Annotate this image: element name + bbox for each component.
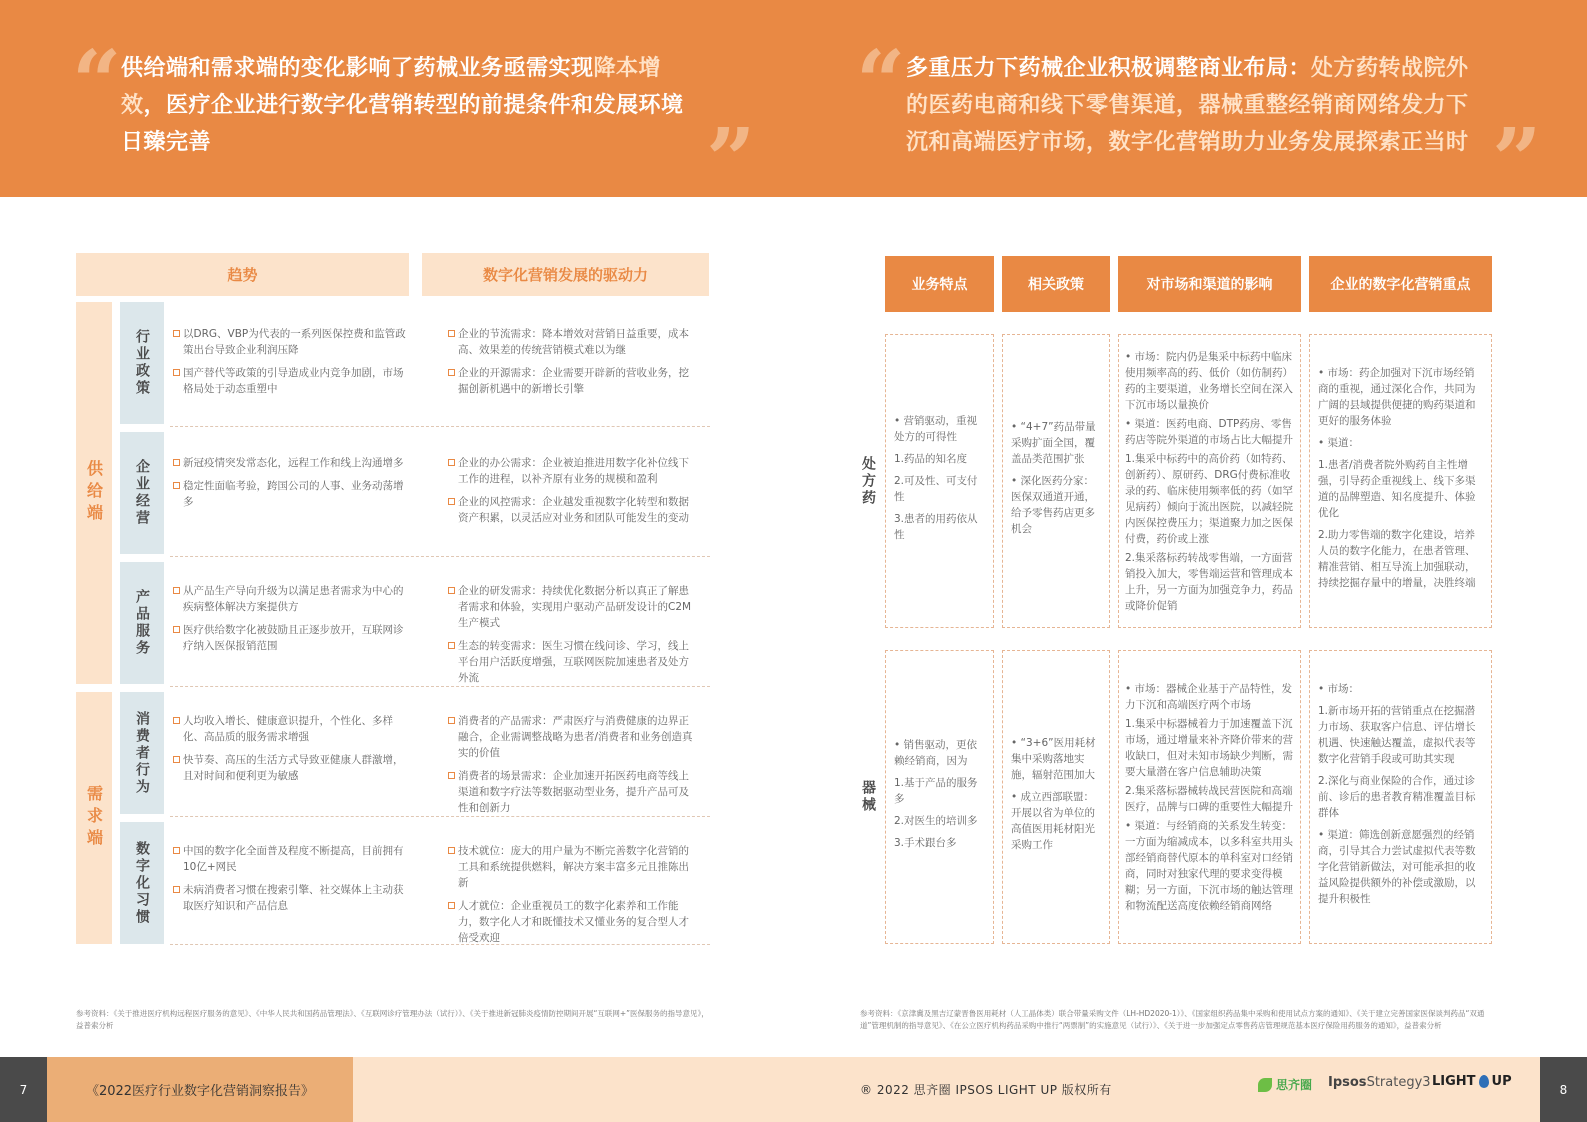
rx-focus-cell — [1309, 334, 1492, 628]
list-item: 1.新市场开拓的营销重点在挖掘潜力市场、获取客户信息、评估增长机遇、快速触达覆盖，虚拟代表等数字化营销手段或可助其实现 — [1318, 705, 1476, 765]
list-item: 未病消费者习惯在搜索引擎、社交媒体上主动获取医疗知识和产品信息 — [173, 882, 413, 914]
list-item: 2.可及性、可支付性 — [894, 475, 978, 503]
list-item: • 渠道：医药电商、DTP药房、零售药店等院外渠道的市场占比大幅提升 — [1125, 417, 1293, 446]
header-banner — [0, 0, 1587, 211]
quote-open-icon: “ — [72, 32, 122, 133]
page-number-left: 7 — [0, 1057, 47, 1122]
list-item: 3.患者的用药依从性 — [894, 513, 978, 541]
list-item: • 市场： — [1318, 683, 1360, 695]
drop-icon — [1479, 1075, 1489, 1088]
list-item: • 市场：院内仍是集采中标药中临床使用频率高的药、低价（如仿制药）药的主要渠道，业务增长空间在深入下沉市场以量换价 — [1125, 350, 1293, 411]
row-label: 产品服务 — [120, 562, 164, 684]
list-item: 从产品生产导向升级为以满足患者需求为中心的疾病整体解决方案提供方 — [173, 583, 413, 615]
list-item: • 营销驱动，重视处方的可得性 — [894, 415, 978, 443]
list-item: • 渠道： — [1318, 437, 1360, 449]
list-item: 技术就位：庞大的用户量为不断完善数字化营销的工具和系统提供燃料，解决方案丰富多元且推陈出新 — [448, 843, 698, 891]
list-item: 2.集采落标器械转战民营医院和高端医疗，品牌与口碑的重要性大幅提升 — [1125, 784, 1293, 813]
list-item: 以DRG、VBP为代表的一系列医保控费和监管政策出台导致企业利润压降 — [173, 326, 413, 358]
list-item: 1.药品的知名度 — [894, 453, 968, 465]
trend-cell — [173, 326, 413, 404]
list-item: 企业的研发需求：持续优化数据分析以真正了解患者需求和体验，实现用户驱动产品研发设计的C2M生产模式 — [448, 583, 698, 631]
row-divider — [170, 816, 710, 817]
siqiquan-logo: 思齐圈 — [1258, 1076, 1312, 1093]
copyright-text: ® 2022 思齐圈 IPSOS LIGHT UP 版权所有 — [860, 1083, 1112, 1097]
ipsos-strategy3-logo: IpsosStrategy3 — [1328, 1075, 1431, 1090]
list-item: 医疗供给数字化被鼓励且正逐步放开，互联网诊疗纳入医保报销范围 — [173, 622, 413, 654]
list-item: 企业的节流需求：降本增效对营销日益重要，成本高、效果差的传统营销模式难以为继 — [448, 326, 698, 358]
list-item: 2.助力零售端的数字化建设，培养人员的数字化能力，在患者管理、精准营销、相互导流上加强联动，持续挖掘存量中的增量，决胜终端 — [1318, 529, 1476, 589]
list-item: • 渠道：筛选创新意愿强烈的经销商，引导其合力尝试虚拟代表等数字化营销新做法，对可能承担的收益风险提供额外的补偿或激励，以提升积极性 — [1318, 829, 1476, 905]
list-item: 1.集采中标药中的高价药（如特药、创新药）、原研药、DRG付费标准收录的药、临床使用频率低的药（如罕见病药）倾向于流出医院，以减轻院内医保控费压力；渠道聚力加之医保付费，药价或上涨 — [1125, 452, 1293, 545]
list-item: 企业的风控需求：企业越发重视数字化转型和数据资产积累，以灵活应对业务和团队可能发生的变动 — [448, 494, 698, 526]
list-item: 2.集采落标药转战零售端，一方面营销投入加大，零售端运营和管理成本上升，另一方面为加强竞争力，药品或降价促销 — [1125, 551, 1293, 612]
driver-cell — [448, 843, 698, 953]
list-item: 人均收入增长、健康意识提升，个性化、多样化、高品质的服务需求增强 — [173, 713, 413, 745]
rx-business-cell — [885, 334, 994, 628]
list-item: • 市场：药企加强对下沉市场经销商的重视，通过深化合作，共同为广阔的县域提供便捷的购药渠道和更好的服务体验 — [1318, 367, 1476, 427]
rx-impact-cell — [1118, 334, 1301, 628]
right-header-policy: 相关政策 — [1002, 256, 1110, 312]
left-header-trend: 趋势 — [76, 253, 409, 296]
right-header-focus: 企业的数字化营销重点 — [1309, 256, 1492, 312]
list-item: 人才就位：企业重视员工的数字化素养和工作能力，数字化人才和既懂技术又懂业务的复合型人才倍受欢迎 — [448, 898, 698, 946]
left-header-driver: 数字化营销发展的驱动力 — [422, 253, 709, 296]
leaf-icon — [1258, 1078, 1272, 1092]
row-label: 数字化习惯 — [120, 822, 164, 944]
list-item: • “3+6”医用耗材集中采购落地实施，辐射范围加大 — [1011, 737, 1096, 781]
driver-cell — [448, 583, 698, 693]
list-item: • 销售驱动，更依赖经销商，因为 — [894, 739, 978, 767]
list-item: 消费者的产品需求：严肃医疗与消费健康的边界正融合，企业需调整战略为患者/消费者和业务创造真实的价值 — [448, 713, 698, 761]
list-item: • “4+7”药品带量采购扩面全国，覆盖品类范围扩张 — [1011, 421, 1096, 465]
driver-cell — [448, 326, 698, 404]
quote-close-icon: ” — [706, 110, 756, 211]
device-focus-cell — [1309, 650, 1492, 944]
rx-policy-cell — [1002, 334, 1110, 628]
driver-cell — [448, 713, 698, 823]
quote-open-icon: “ — [856, 32, 906, 133]
right-headline: 多重压力下药械企业积极调整商业布局：处方药转战院外 的医药电商和线下零售渠道，器械重整经销商网络发力下 沉和高端医疗市场，数字化营销助力业务发展探索正当时 — [906, 56, 1469, 155]
list-item: • 深化医药分家：医保双通道开通，给予零售药店更多机会 — [1011, 475, 1095, 535]
row-label-device: 器械 — [860, 780, 876, 814]
list-item: 消费者的场景需求：企业加速开拓医药电商等线上渠道和数字疗法等数据驱动型业务，提升产品可及性和创新力 — [448, 768, 698, 816]
list-item: 企业的办公需求：企业被迫推进用数字化补位线下工作的进程，以补齐原有业务的规模和盈利 — [448, 455, 698, 487]
row-divider — [170, 686, 710, 687]
quote-close-icon: ” — [1492, 110, 1542, 211]
light-up-logo: LIGHT UP — [1432, 1074, 1512, 1089]
trend-cell — [173, 455, 413, 517]
trend-cell — [173, 843, 413, 921]
list-item: 1.集采中标器械着力于加速覆盖下沉市场，通过增量来补齐降价带来的营收缺口，但对未知市场缺少判断，需要大量潜在客户信息辅助决策 — [1125, 717, 1293, 778]
list-item: • 渠道：与经销商的关系发生转变：一方面为缩减成本，以多科室共用头部经销商替代原本的单科室对口经销商，同时对独家代理的要求变得模糊；另一方面，下沉市场的触达管理和物流配送高度依赖经销商网络 — [1125, 819, 1293, 912]
list-item: 企业的开源需求：企业需要开辟新的营收业务，挖掘创新机遇中的新增长引擎 — [448, 365, 698, 397]
list-item: 中国的数字化全面普及程度不断提高，目前拥有10亿+网民 — [173, 843, 413, 875]
group-label-supply: 供给端 — [76, 302, 112, 684]
device-impact-cell — [1118, 650, 1301, 944]
list-item: 2.对医生的培训多 — [894, 815, 978, 827]
row-label: 消费者行为 — [120, 692, 164, 814]
list-item: 3.手术跟台多 — [894, 837, 957, 849]
page-number-right: 8 — [1540, 1057, 1587, 1122]
row-label: 企业经营 — [120, 432, 164, 554]
trend-cell — [173, 583, 413, 661]
list-item: 1.基于产品的服务多 — [894, 777, 978, 805]
list-item: • 市场：器械企业基于产品特性，发力下沉和高端医疗两个市场 — [1125, 682, 1293, 711]
list-item: 1.患者/消费者院外购药自主性增强，引导药企重视线上、线下多渠道的品牌塑造、知名度提升、体验优化 — [1318, 459, 1476, 519]
row-label-rx: 处方药 — [860, 455, 876, 507]
list-item: 稳定性面临考验，跨国公司的人事、业务动荡增多 — [173, 478, 413, 510]
report-title: 《2022医疗行业数字化营销洞察报告》 — [47, 1057, 353, 1122]
left-headline: 供给端和需求端的变化影响了药械业务亟需实现降本增 效，医疗企业进行数字化营销转型的前提条件和发展环境 日臻完善 — [121, 56, 684, 155]
list-item: 生态的转变需求：医生习惯在线问诊、学习，线上平台用户活跃度增强，互联网医院加速患者及处方外流 — [448, 638, 698, 686]
list-item: 国产替代等政策的引导造成业内竞争加剧，市场格局处于动态重塑中 — [173, 365, 413, 397]
footnote-right: 参考资料：《京津冀及黑吉辽蒙晋鲁医用耗材（人工晶体类）联合带量采购文件（LH-HD2020-1）》、《国家组织药品集中采购和使用试点方案的通知》、《关于建立完善国家医保谈判药品“双通道”管理机制的指导意见》、《在公立医疗机构药品采购中推行“两票制”的实施意见（试行）》、《关于进一步加强定点零售药店管理规范基本医疗保险用药服务的通知》，益普索分析 — [860, 1009, 1485, 1030]
trend-cell — [173, 713, 413, 791]
right-header-business: 业务特点 — [885, 256, 994, 312]
footnote-left: 参考资料：《关于推进医疗机构远程医疗服务的意见》、《中华人民共和国药品管理法》、《互联网诊疗管理办法（试行）》、《关于推进新冠肺炎疫情防控期间开展“互联网+”医保服务的指导意见》，益普索分析 — [76, 1009, 709, 1030]
group-label-demand: 需求端 — [76, 692, 112, 944]
list-item: 2.深化与商业保险的合作，通过诊前、诊后的患者教育精准覆盖目标群体 — [1318, 775, 1476, 819]
row-divider — [170, 556, 710, 557]
row-divider — [170, 944, 710, 945]
list-item: 快节奏、高压的生活方式导致亚健康人群激增，且对时间和便利更为敏感 — [173, 752, 413, 784]
list-item: 新冠疫情突发常态化，远程工作和线上沟通增多 — [173, 455, 413, 471]
device-business-cell — [885, 650, 994, 944]
row-divider — [170, 426, 710, 427]
right-header-impact: 对市场和渠道的影响 — [1118, 256, 1301, 312]
device-policy-cell — [1002, 650, 1110, 944]
list-item: • 成立西部联盟：开展以省为单位的高值医用耗材阳光采购工作 — [1011, 791, 1095, 851]
driver-cell — [448, 455, 698, 533]
row-label: 行业政策 — [120, 302, 164, 424]
